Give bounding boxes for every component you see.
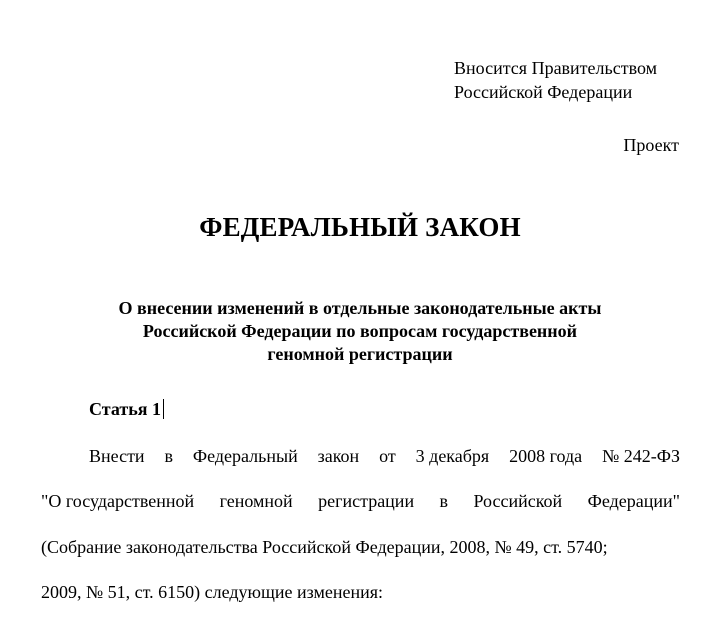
line-1-word: № 242-ФЗ [602, 446, 680, 466]
line-2-word: в [439, 491, 449, 511]
line-1-word: от [379, 446, 396, 466]
law-subject-line-3: геномной регистрации [267, 344, 453, 364]
line-1-word: закон [317, 446, 360, 466]
law-title: ФЕДЕРАЛЬНЫЙ ЗАКОН [199, 212, 521, 242]
text-cursor [163, 399, 164, 419]
line-2-word: регистрации [318, 491, 415, 511]
article-text-line-3: (Собрание законодательства Российской Федерации, 2008, № 49, ст. 5740; [41, 537, 608, 557]
article-heading[interactable] [89, 397, 164, 421]
law-subject-line-1: О внесении изменений в отдельные законодательные акты [118, 298, 602, 318]
article-text-line-2 [41, 489, 680, 513]
line-2-word: "О государственной [41, 491, 195, 511]
line-1-word: в [164, 446, 173, 466]
article-text-line-4: 2009, № 51, ст. 6150) следующие изменения: [41, 582, 384, 602]
line-1-word: 2008 года [509, 446, 583, 466]
line-2-word: Российской [473, 491, 563, 511]
law-subject-line-2: Российской Федерации по вопросам государственной [142, 321, 578, 341]
draft-label: Проект [623, 135, 679, 155]
line-2-word: Федерации" [587, 491, 680, 511]
submitted-by-block [454, 56, 657, 104]
line-1-word: Внести [89, 446, 145, 466]
line-1-word: Федеральный [192, 446, 298, 466]
line-1-word: 3 декабря [415, 446, 490, 466]
submitted-by-line-2: Российской Федерации [454, 82, 633, 102]
article-heading-text: Статья 1 [89, 399, 161, 419]
submitted-by-line-1: Вносится Правительством [454, 58, 658, 78]
line-2-word: геномной [219, 491, 293, 511]
article-text-line-1 [89, 444, 680, 468]
law-subject [0, 297, 715, 366]
